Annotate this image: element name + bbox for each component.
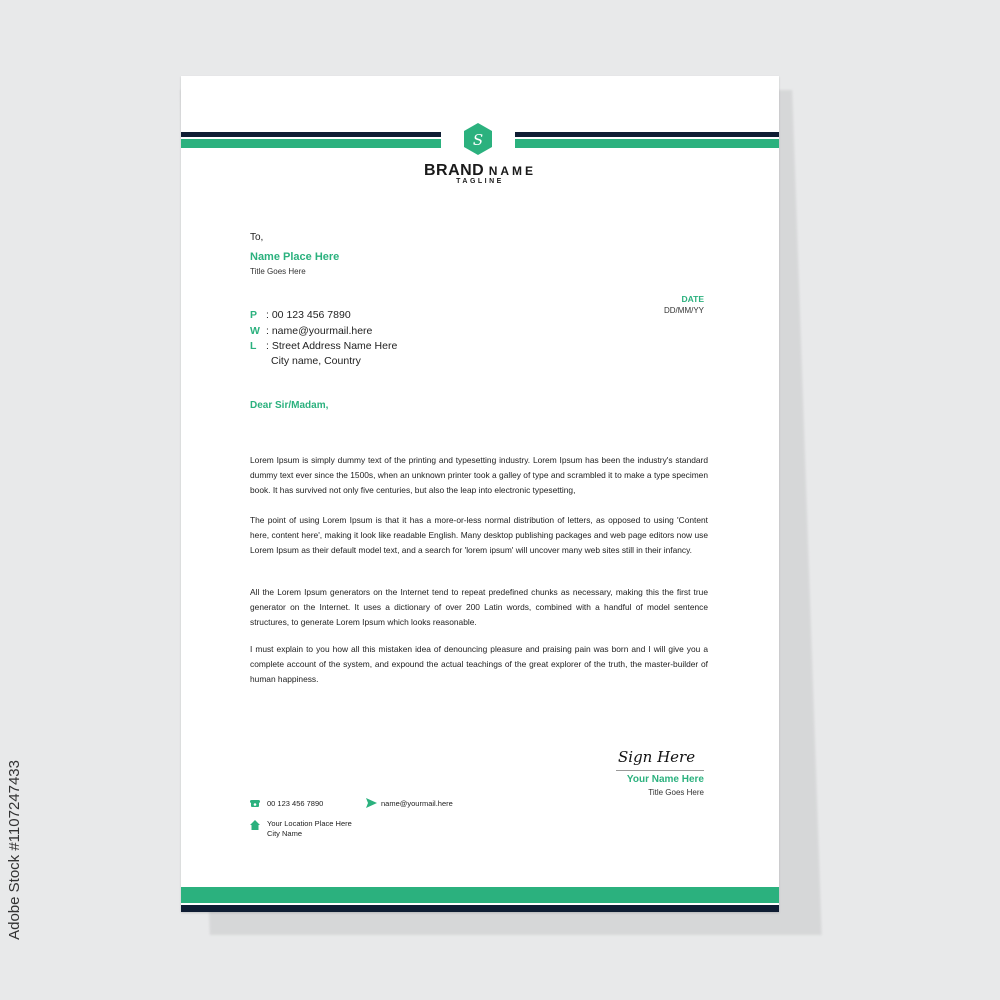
contact-city-value: City name, Country bbox=[271, 355, 361, 367]
contact-city bbox=[271, 355, 361, 367]
contact-web-value: name@yourmail.here bbox=[271, 325, 373, 337]
home-icon bbox=[250, 820, 260, 830]
contact-phone-sep: : bbox=[266, 309, 269, 321]
signer-title: Title Goes Here bbox=[648, 788, 704, 797]
brand-logo-icon bbox=[462, 122, 494, 156]
signature-script: Sign Here bbox=[618, 748, 696, 766]
contact-location-sep: : bbox=[266, 340, 269, 352]
contact-phone-value: 00 123 456 7890 bbox=[271, 309, 351, 321]
watermark-id: #1107247433 bbox=[6, 760, 23, 851]
contact-location-key: L bbox=[250, 340, 257, 352]
send-icon bbox=[366, 798, 377, 808]
contact-web-sep: : bbox=[266, 325, 269, 337]
recipient-name: Name Place Here bbox=[250, 251, 340, 263]
header-bar-right-green bbox=[515, 139, 779, 148]
footer-bar-green bbox=[181, 887, 779, 903]
stock-watermark-text bbox=[6, 760, 23, 1000]
logo-letter: S bbox=[472, 131, 484, 149]
contact-location bbox=[250, 340, 397, 352]
contact-phone-key: P bbox=[250, 309, 258, 321]
header-bar-right-navy bbox=[515, 132, 779, 137]
watermark-brand: Adobe Stock bbox=[6, 854, 23, 940]
phone-icon bbox=[250, 799, 260, 808]
contact-location-value: Street Address Name Here bbox=[271, 340, 398, 352]
footer-location-line2: City Name bbox=[267, 829, 303, 838]
letterhead-page bbox=[181, 76, 779, 912]
footer-location-line1: Your Location Place Here bbox=[267, 819, 352, 828]
body-paragraph-3: All the Lorem Ipsum generators on the Internet tend to repeat predefined chunks as necessary, making this the first true generator on the Internet. It uses a dictionary of over 200 Latin words, combined with a handful of model sentence structures, to generate Lorem Ipsum which looks reasonable. bbox=[250, 587, 708, 627]
signature-line bbox=[616, 770, 704, 771]
footer-phone: 00 123 456 7890 bbox=[267, 799, 324, 808]
header-bar-left-navy bbox=[181, 132, 441, 137]
footer-email: name@yourmail.here bbox=[381, 799, 453, 808]
body-paragraph-1: Lorem Ipsum is simply dummy text of the printing and typesetting industry. Lorem Ipsum has been the industry's standard dummy text ever since the 1500s, when an unknown printer took a galley of type and scrambled it to make a type specimen book. It has survived not only five centuries, but also the leap into electronic typesetting, bbox=[250, 455, 708, 495]
body-paragraph-2: The point of using Lorem Ipsum is that it has a more-or-less normal distribution of letters, as opposed to using 'Content here, content here', making it look like readable English. Many desktop publishing packages and web page editors now use Lorem Ipsum as their default model text, and a search for 'lorem ipsum' will uncover many web sites still in their infancy. bbox=[250, 515, 708, 555]
brand-name-bold: BRAND bbox=[423, 162, 485, 179]
date-value: DD/MM/YY bbox=[664, 306, 704, 315]
contact-phone bbox=[250, 309, 351, 321]
brand-name-rest: NAME bbox=[488, 164, 537, 178]
header-bar-left-green bbox=[181, 139, 441, 148]
brand-tagline: TAGLINE bbox=[456, 178, 504, 185]
contact-web bbox=[250, 325, 372, 337]
recipient-title: Title Goes Here bbox=[250, 267, 306, 276]
recipient-to: To, bbox=[250, 232, 264, 243]
salutation: Dear Sir/Madam, bbox=[250, 400, 329, 411]
footer-bar-navy bbox=[181, 905, 779, 912]
contact-web-key: W bbox=[250, 325, 260, 337]
signer-name: Your Name Here bbox=[626, 774, 704, 785]
body-paragraph-4: I must explain to you how all this mistaken idea of denouncing pleasure and praising pain was born and I will give you a complete account of the system, and expound the actual teachings of the great explorer of the truth, the master-builder of human happiness. bbox=[250, 644, 708, 684]
date-label: DATE bbox=[681, 294, 704, 304]
